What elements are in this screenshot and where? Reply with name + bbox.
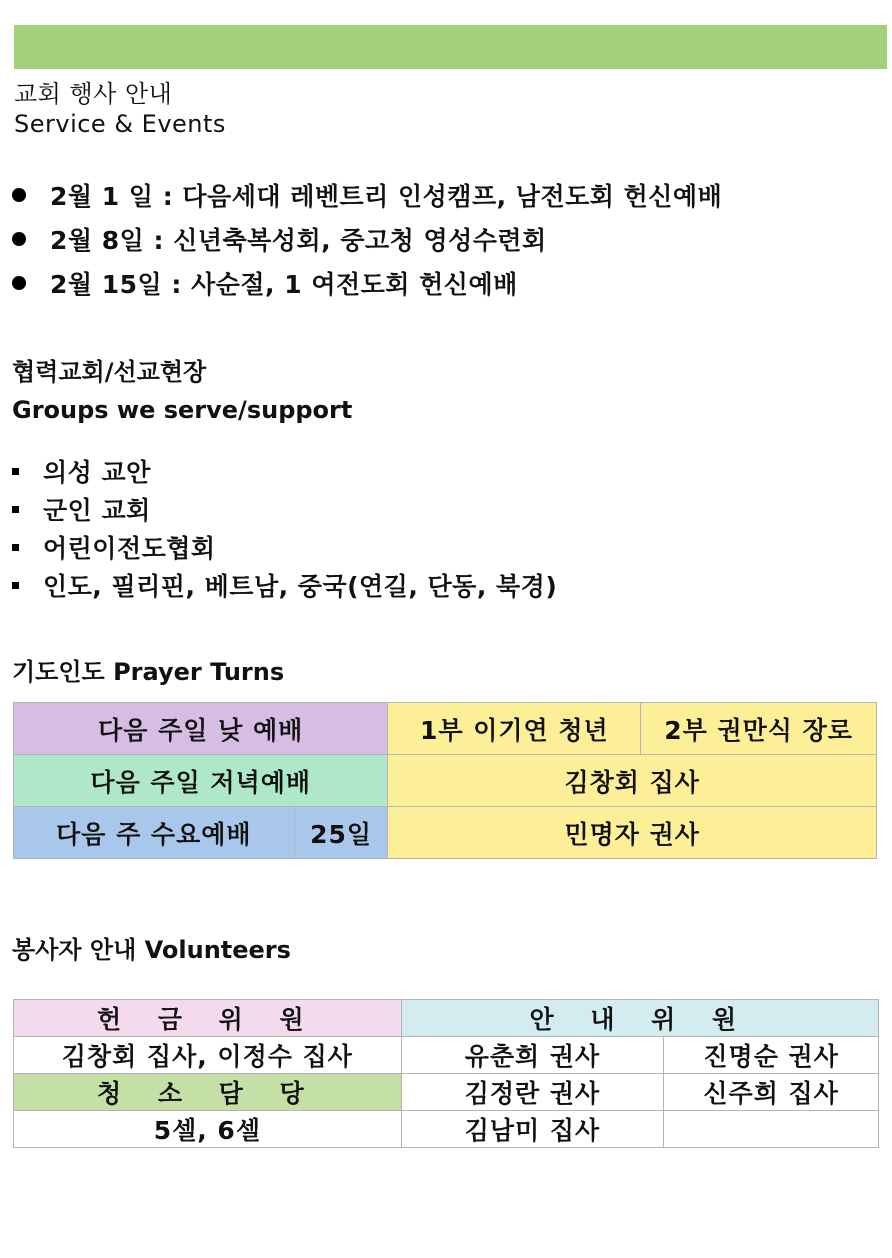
bullet-icon xyxy=(12,232,26,246)
bullet-icon xyxy=(12,582,19,589)
evening-service-label: 다음 주일 저녁예배 xyxy=(14,755,388,807)
list-item: 2월 8일 : 신년축복성회, 중고청 영성수련회 xyxy=(12,219,722,263)
sunday-first-service: 1부 이기연 청년 xyxy=(388,703,641,755)
groups-title-en: Groups we serve/support xyxy=(12,396,353,424)
usher-name xyxy=(664,1111,879,1148)
sunday-second-service: 2부 권만식 장로 xyxy=(641,703,877,755)
usher-name: 김정란 권사 xyxy=(401,1074,664,1111)
wednesday-service-date: 25일 xyxy=(294,807,388,859)
bullet-icon xyxy=(12,506,19,513)
wednesday-service-leader: 민명자 권사 xyxy=(388,807,877,859)
volunteers-table xyxy=(13,999,879,1148)
groups-title-ko: 협력교회/선교현장 xyxy=(12,358,207,386)
bullet-icon xyxy=(12,468,19,475)
volunteers-title: 봉사자 안내 Volunteers xyxy=(12,936,291,964)
usher-name: 유춘희 권사 xyxy=(401,1037,664,1074)
list-item: 2월 1 일 : 다음세대 레벤트리 인성캠프, 남전도회 헌신예배 xyxy=(12,175,722,219)
list-item: 인도, 필리핀, 베트남, 중국(연길, 단동, 북경) xyxy=(12,568,557,606)
cleaning-header: 청 소 담 당 xyxy=(14,1074,402,1111)
offering-names: 김창회 집사, 이정수 집사 xyxy=(14,1037,402,1074)
list-item: 군인 교회 xyxy=(12,492,557,530)
groups-list xyxy=(12,454,557,606)
usher-name: 신주희 집사 xyxy=(664,1074,879,1111)
sunday-service-label: 다음 주일 낮 예배 xyxy=(14,703,388,755)
events-list xyxy=(12,175,722,307)
ushers-header: 안 내 위 원 xyxy=(401,1000,878,1037)
usher-name: 진명순 권사 xyxy=(664,1037,879,1074)
list-item: 어린이전도협회 xyxy=(12,530,557,568)
usher-name: 김남미 집사 xyxy=(401,1111,664,1148)
list-item: 의성 교안 xyxy=(12,454,557,492)
cleaning-names: 5셀, 6셀 xyxy=(14,1111,402,1148)
bullet-icon xyxy=(12,276,26,290)
wednesday-service-label: 다음 주 수요예배 xyxy=(14,807,295,859)
section-title-en: Service & Events xyxy=(14,110,226,138)
header-bar xyxy=(14,25,887,69)
bullet-icon xyxy=(12,544,19,551)
bullet-icon xyxy=(12,188,26,202)
section-title-ko: 교회 행사 안내 xyxy=(14,80,173,108)
offering-header: 헌 금 위 원 xyxy=(14,1000,402,1037)
list-item: 2월 15일 : 사순절, 1 여전도회 헌신예배 xyxy=(12,263,722,307)
prayer-title: 기도인도 Prayer Turns xyxy=(12,658,285,686)
prayer-table xyxy=(13,702,877,859)
evening-service-leader: 김창회 집사 xyxy=(388,755,877,807)
